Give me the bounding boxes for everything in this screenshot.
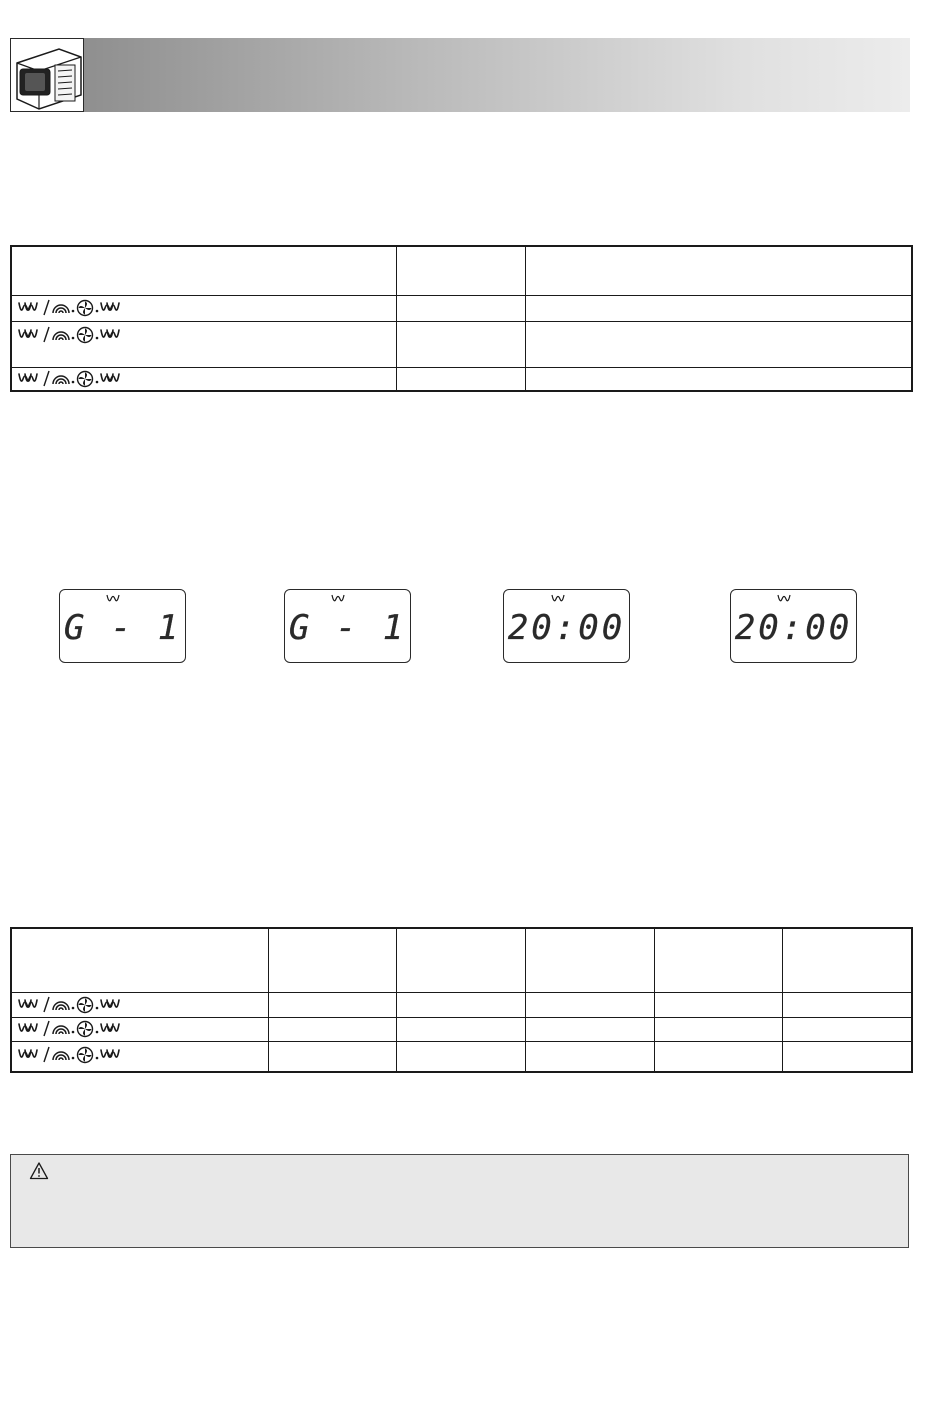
table-cell <box>525 1017 654 1041</box>
table-header-cell <box>11 246 396 295</box>
table-row <box>11 1041 912 1072</box>
grill-indicator-icon <box>331 594 345 604</box>
mode-symbol <box>16 1045 126 1065</box>
table-cell <box>268 1041 396 1072</box>
microwave-oven-icon <box>10 38 84 112</box>
table-cell <box>654 1017 782 1041</box>
table-cell <box>396 992 525 1017</box>
section-header <box>10 38 910 112</box>
mode-symbol <box>16 298 126 318</box>
lcd-digits: G - 1 <box>288 608 407 648</box>
table-header-cell <box>525 928 654 992</box>
lcd-digits: 20:00 <box>507 608 626 648</box>
mode-symbol-cell <box>11 295 396 321</box>
table-header-row <box>11 928 912 992</box>
table-row <box>11 367 912 391</box>
mode-symbol-cell <box>11 321 396 367</box>
mode-symbol-cell <box>11 367 396 391</box>
table-cell <box>396 295 525 321</box>
mode-symbol <box>16 995 126 1015</box>
table-row <box>11 992 912 1017</box>
mode-symbol-cell <box>11 992 268 1017</box>
table-cell <box>268 992 396 1017</box>
table-cell <box>654 992 782 1017</box>
table-header-row <box>11 246 912 295</box>
table-cell <box>782 1017 912 1041</box>
table-cell <box>525 1041 654 1072</box>
mode-symbol-cell <box>11 1041 268 1072</box>
table-cell <box>396 1017 525 1041</box>
lcd-display-2 <box>284 589 411 663</box>
grill-indicator-icon <box>551 594 565 604</box>
mode-table-1 <box>10 245 913 392</box>
warning-box <box>10 1154 909 1248</box>
table-cell <box>396 367 525 391</box>
table-cell <box>782 992 912 1017</box>
table-cell <box>525 367 912 391</box>
table-row <box>11 1017 912 1041</box>
table-header-cell <box>268 928 396 992</box>
table-row <box>11 295 912 321</box>
table-row <box>11 321 912 367</box>
mode-symbol <box>16 325 126 345</box>
mode-symbol <box>16 369 126 389</box>
lcd-digits: 20:00 <box>734 608 853 648</box>
table-header-cell <box>525 246 912 295</box>
mode-table-2 <box>10 927 913 1073</box>
lcd-display-4 <box>730 589 857 663</box>
table-cell <box>654 1041 782 1072</box>
table-cell <box>268 1017 396 1041</box>
table-cell <box>396 1041 525 1072</box>
grill-indicator-icon <box>777 594 791 604</box>
table-cell <box>525 321 912 367</box>
mode-symbol <box>16 1019 126 1039</box>
table-cell <box>525 295 912 321</box>
table-cell <box>396 321 525 367</box>
grill-indicator-icon <box>106 594 120 604</box>
mode-symbol-cell <box>11 1017 268 1041</box>
lcd-digits: G - 1 <box>63 608 182 648</box>
table-header-cell <box>11 928 268 992</box>
table-header-cell <box>396 246 525 295</box>
table-header-cell <box>396 928 525 992</box>
lcd-display-1 <box>59 589 186 663</box>
table-cell <box>782 1041 912 1072</box>
lcd-display-3 <box>503 589 630 663</box>
warning-triangle-icon <box>29 1161 49 1181</box>
header-gradient-band <box>84 38 910 112</box>
table-header-cell <box>654 928 782 992</box>
table-header-cell <box>782 928 912 992</box>
table-cell <box>525 992 654 1017</box>
